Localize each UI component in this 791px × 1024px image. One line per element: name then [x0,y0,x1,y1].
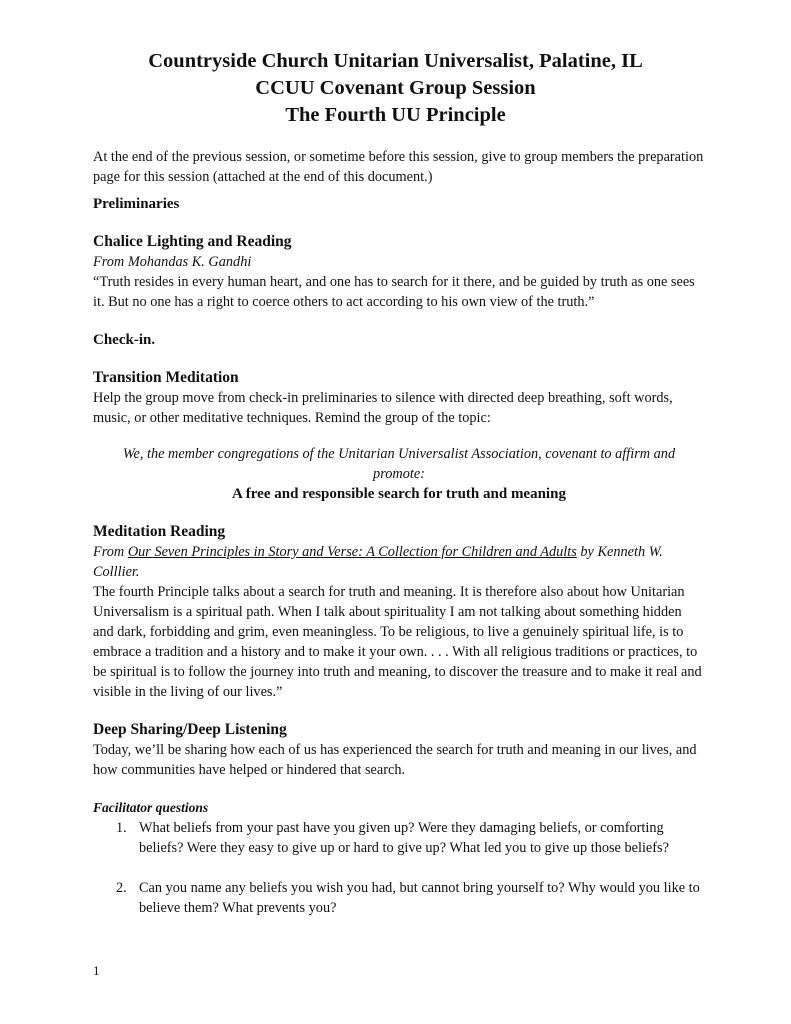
title-line-principle: The Fourth UU Principle [285,104,506,126]
question-text: Can you name any beliefs you wish you had, but cannot bring yourself to? Why would you like to believe them? What prevents you? [139,880,700,916]
title-line-session: CCUU Covenant Group Session [255,77,536,99]
intro-paragraph: At the end of the previous session, or sometime before this session, give to group members the preparation page for this session (attached at the end of this document.) [93,149,704,185]
transition-text: Help the group move from check-in preliminaries to silence with directed deep breathing, soft words, music, or other meditative techniques. Remind the group of the topic: [93,390,673,426]
list-item [93,878,705,918]
document-title [0,48,791,129]
meditation-source-suffix: by Kenneth W. Colllier. [93,544,663,580]
question-number: 1. [116,820,127,836]
meditation-source-title: Our Seven Principles in Story and Verse: A Collection for Children and Adults [127,544,577,560]
meditation-heading: Meditation Reading [93,523,226,540]
question-number: 2. [116,880,127,896]
covenant-line: We, the member congregations of the Unitarian Universalist Association, covenant to affirm and promote: [122,446,676,482]
checkin-heading: Check-in. [93,332,156,348]
fourth-principle-text: A free and responsible search for truth and meaning [232,486,566,502]
facilitator-questions-heading: Facilitator questions [93,800,209,815]
chalice-quote: “Truth resides in every human heart, and one has to search for it there, and be guided by truth as one sees it. But no one has a right to coerce others to act according to his own view of the truth.” [93,274,695,310]
preliminaries-heading: Preliminaries [93,196,180,212]
facilitator-questions-list [93,818,705,918]
meditation-source [93,542,705,582]
meditation-text: The fourth Principle talks about a search for truth and meaning. It is therefore also about how Unitarian Universalism is a spiritual path. When I talk about spirituality I am not talking about something hidden and dark, forbidding and grim, even meaningless. To be religious, to live a genuinely spiritual life, is to embrace a tradition and a history and to make it your own. . . . With all religious traditions or practices, to be spiritual is to follow the journey into truth and meaning, to discover the treasure and to make it real and visible in the living of our lives.” [93,584,702,700]
transition-heading: Transition Meditation [93,369,239,386]
sharing-text: Today, we’ll be sharing how each of us has experienced the search for truth and meaning in our lives, and how communities have helped or hindered that search. [93,742,697,778]
chalice-source: From Mohandas K. Gandhi [93,254,252,270]
title-line-church: Countryside Church Unitarian Universalist, Palatine, IL [148,50,643,72]
page-number: 1 [93,963,100,978]
list-item [93,818,705,858]
question-text: What beliefs from your past have you given up? Were they damaging beliefs, or comforting beliefs? Were they easy to give up or hard to give up? What led you to give up those beliefs? [139,820,669,856]
chalice-heading: Chalice Lighting and Reading [93,233,292,250]
document-body [93,147,705,918]
meditation-source-prefix: From [93,544,128,560]
sharing-heading: Deep Sharing/Deep Listening [93,721,287,738]
